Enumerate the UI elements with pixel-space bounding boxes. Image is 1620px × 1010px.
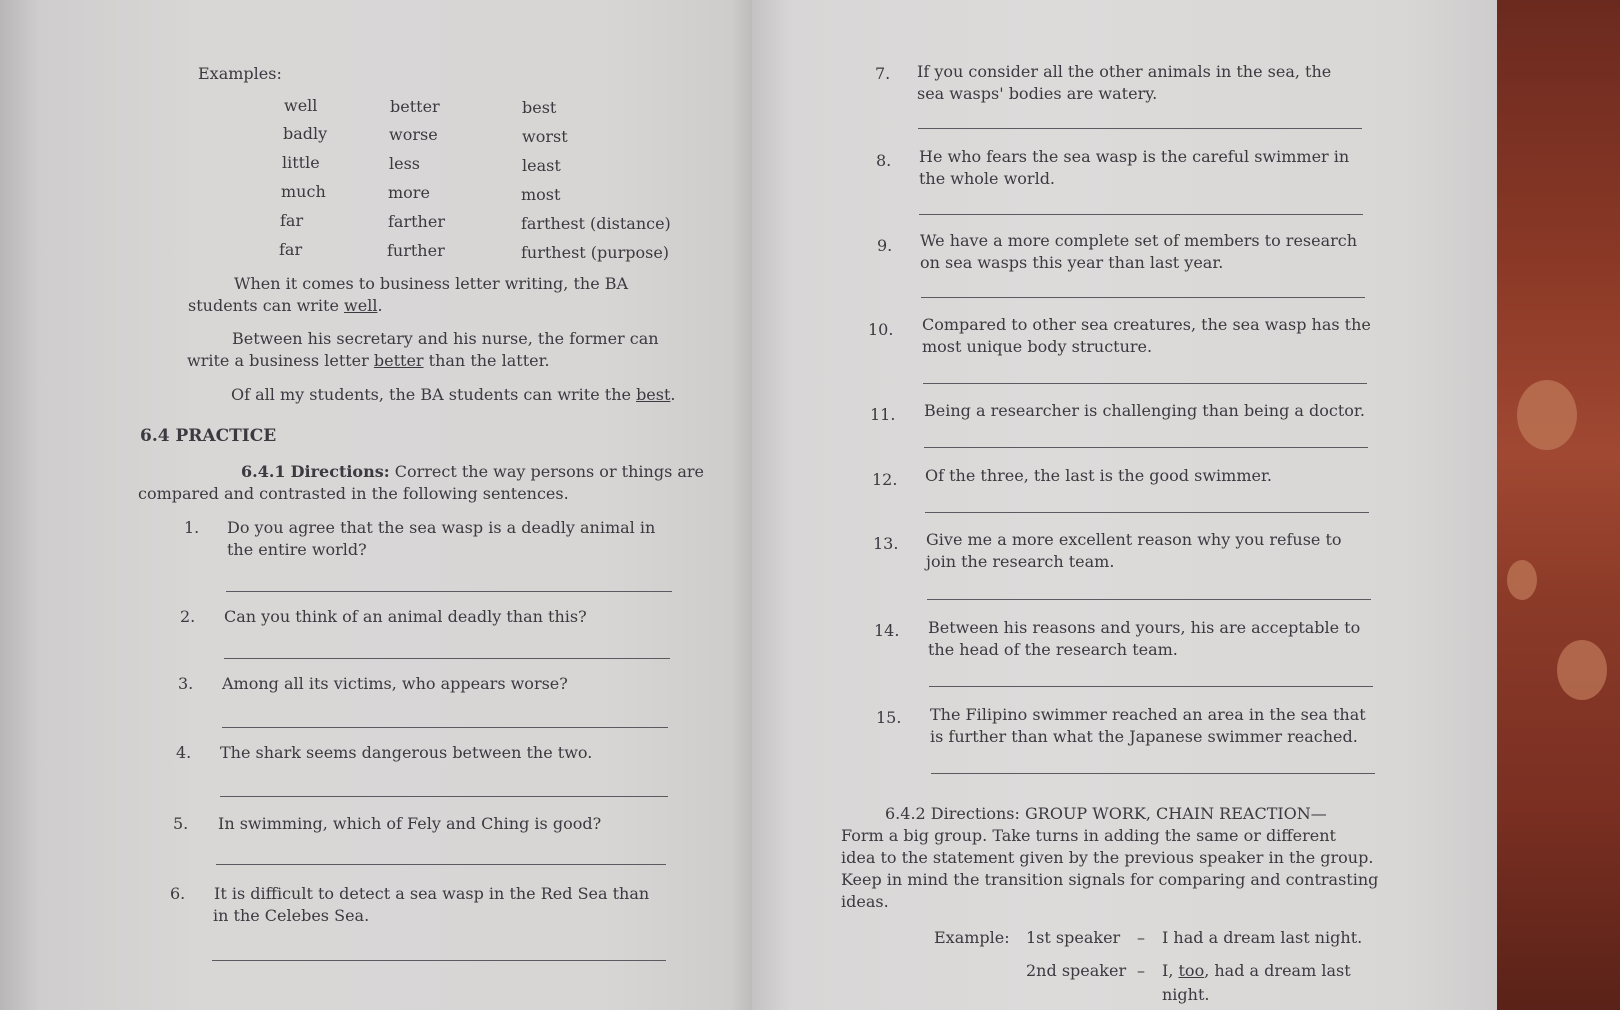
item-text: sea wasps' bodies are watery. (917, 84, 1158, 103)
item-text: The Filipino swimmer reached an area in the sea that (930, 705, 1366, 724)
table-cell: more (388, 183, 430, 202)
table-cell: most (521, 185, 561, 204)
item-text: We have a more complete set of members to research (920, 231, 1358, 250)
item-number: 15. (876, 708, 902, 727)
item-text: If you consider all the other animals in the sea, the (917, 62, 1332, 81)
example-sentence: Of all my students, the BA students can write the best. (231, 385, 676, 404)
directions-text: Form a big group. Take turns in adding the same or different (841, 826, 1336, 845)
item-text: Do you agree that the sea wasp is a deadly animal in (227, 518, 656, 537)
item-text: Can you think of an animal deadly than this? (224, 607, 587, 626)
table-cell: far (280, 211, 304, 230)
item-number: 9. (877, 236, 893, 255)
item-text: Being a researcher is challenging than being a doctor. (924, 401, 1365, 420)
answer-line[interactable] (216, 864, 666, 865)
item-number: 10. (868, 320, 894, 339)
item-number: 3. (178, 674, 194, 693)
item-text: Give me a more excellent reason why you refuse to (926, 530, 1342, 549)
answer-line[interactable] (220, 796, 668, 797)
item-text: Between his reasons and yours, his are acceptable to (928, 618, 1361, 637)
table-cell: best (522, 98, 557, 117)
table-cell: worse (389, 125, 438, 144)
example-label: Example: (934, 928, 1010, 947)
table-cell: worst (522, 127, 568, 146)
item-text: In swimming, which of Fely and Ching is good? (218, 814, 602, 833)
item-number: 2. (180, 607, 196, 626)
fabric-pattern (1557, 640, 1607, 700)
item-text: the whole world. (919, 169, 1056, 188)
example-sentence: write a business letter better than the latter. (187, 351, 550, 370)
examples-label: Examples: (198, 64, 282, 83)
item-number: 4. (176, 743, 192, 762)
dash: – (1137, 928, 1145, 947)
directions-text: ideas. (841, 892, 889, 911)
table-cell: least (522, 156, 561, 175)
answer-line[interactable] (224, 658, 670, 659)
answer-line[interactable] (212, 960, 666, 961)
table-cell: much (281, 182, 326, 201)
table-cell: further (387, 241, 445, 260)
item-text: Of the three, the last is the good swimmer. (925, 466, 1272, 485)
fabric-pattern (1517, 380, 1577, 450)
item-text: The shark seems dangerous between the two. (220, 743, 593, 762)
item-number: 14. (874, 621, 900, 640)
directions-text: 6.4.1 Directions: Correct the way persons or things are (241, 462, 705, 481)
example-sentence: students can write well. (188, 296, 383, 315)
table-cell: little (282, 153, 320, 172)
item-text: join the research team. (926, 552, 1115, 571)
answer-line[interactable] (222, 727, 668, 728)
group-work-heading: 6.4.2 Directions: GROUP WORK, CHAIN REACTION— (885, 804, 1327, 823)
answer-line[interactable] (925, 512, 1369, 513)
item-text: Compared to other sea creatures, the sea wasp has the (922, 315, 1371, 334)
item-number: 13. (873, 534, 899, 553)
item-text: on sea wasps this year than last year. (920, 253, 1224, 272)
item-number: 8. (876, 151, 892, 170)
item-number: 7. (875, 64, 891, 83)
table-cell: farthest (distance) (521, 214, 671, 233)
item-text: It is difficult to detect a sea wasp in the Red Sea than (214, 884, 650, 903)
item-number: 5. (173, 814, 189, 833)
example-sentence: Between his secretary and his nurse, the former can (232, 329, 659, 348)
table-cell: less (389, 154, 421, 173)
table-cell: farther (388, 212, 445, 231)
directions-text: idea to the statement given by the previous speaker in the group. (841, 848, 1374, 867)
item-text: is further than what the Japanese swimmer reached. (930, 727, 1358, 746)
table-cell: badly (283, 124, 328, 143)
dialog-line: night. (1162, 985, 1210, 1004)
answer-line[interactable] (924, 447, 1368, 448)
item-number: 1. (184, 518, 200, 537)
table-cell: far (279, 240, 303, 259)
table-cell: well (284, 96, 318, 115)
item-text: most unique body structure. (922, 337, 1153, 356)
answer-line[interactable] (923, 383, 1367, 384)
item-text: Among all its victims, who appears worse? (222, 674, 568, 693)
example-sentence: When it comes to business letter writing, the BA (234, 274, 629, 293)
speaker-label: 1st speaker (1026, 928, 1121, 947)
answer-line[interactable] (929, 686, 1373, 687)
item-number: 11. (870, 405, 896, 424)
directions-text: Keep in mind the transition signals for comparing and contrasting (841, 870, 1379, 889)
answer-line[interactable] (919, 214, 1363, 215)
directions-text: compared and contrasted in the following sentences. (138, 484, 569, 503)
speaker-label: 2nd speaker (1026, 961, 1127, 980)
right-page (752, 0, 1497, 1010)
item-number: 6. (170, 884, 186, 903)
table-cell: furthest (purpose) (521, 243, 670, 262)
answer-line[interactable] (931, 773, 1375, 774)
answer-line[interactable] (918, 128, 1362, 129)
dash: – (1137, 961, 1145, 980)
item-number: 12. (872, 470, 898, 489)
item-text: the entire world? (227, 540, 367, 559)
dialog-line: I, too, had a dream last (1162, 961, 1351, 980)
dialog-line: I had a dream last night. (1162, 928, 1363, 947)
answer-line[interactable] (927, 599, 1371, 600)
section-title: 6.4 PRACTICE (140, 426, 277, 446)
item-text: the head of the research team. (928, 640, 1178, 659)
table-cell: better (390, 97, 440, 116)
answer-line[interactable] (921, 297, 1365, 298)
item-text: He who fears the sea wasp is the careful swimmer in (919, 147, 1350, 166)
answer-line[interactable] (226, 591, 672, 592)
left-page (0, 0, 752, 1010)
fabric-pattern (1507, 560, 1537, 600)
background-fabric (1497, 0, 1620, 1010)
item-text: in the Celebes Sea. (213, 906, 370, 925)
